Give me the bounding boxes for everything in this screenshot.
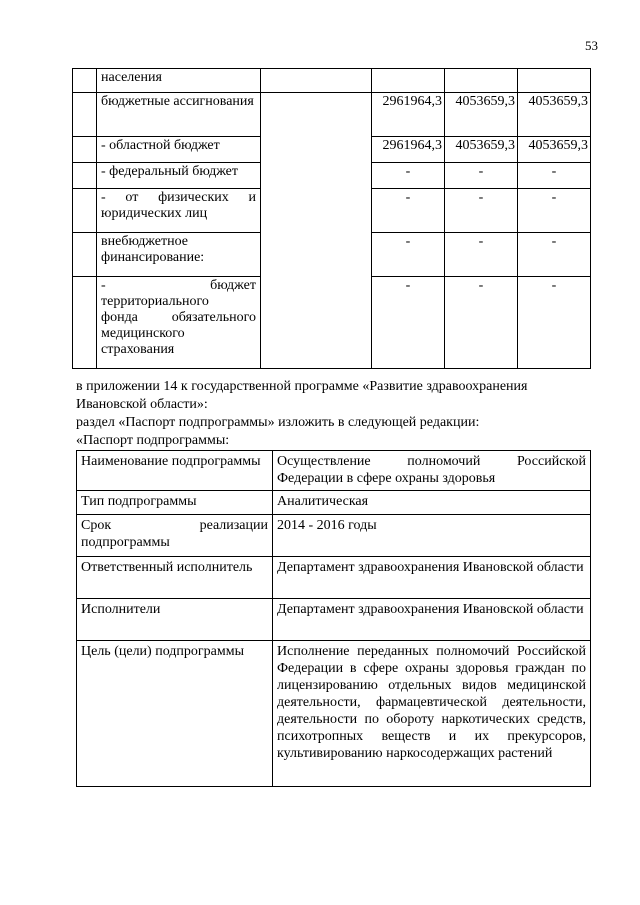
row-label-line: медицинского [101,326,185,341]
value-cell: - [445,233,518,277]
row-label: населения [97,69,261,93]
passport-value: Осуществление полномочий Российской Федерации в сфере охраны здоровья [273,451,591,491]
value-cell: - [445,189,518,233]
row-label [97,189,261,233]
passport-value: Исполнение переданных полномочий Российской Федерации в сфере охраны здоровья граждан по лицензированию отдельных видов медицинской деятельности, фармацевтической деятельности, деятельности по обороту наркотических средств, психотропных веществ и их прекурсоров, культивированию наркосодержащих растений [273,641,591,787]
row-label [97,277,261,369]
value-cell [518,69,591,93]
merged-cell [261,93,372,369]
passport-value: 2014 - 2016 годы [273,515,591,557]
passport-label: Ответственный исполнитель [77,557,273,599]
passport-value: Департамент здравоохранения Ивановской области [273,599,591,641]
value-cell: 4053659,3 [445,93,518,137]
table-row [77,599,591,641]
value-cell: 2961964,3 [372,93,445,137]
paragraph-passport-title: «Паспорт подпрограммы: [76,433,230,448]
passport-label: Исполнители [77,599,273,641]
table-row [77,557,591,599]
row-label: бюджетные ассигнования [97,93,261,137]
passport-table [76,450,591,787]
passport-value: Аналитическая [273,491,591,515]
value-cell: 4053659,3 [518,93,591,137]
table-row [77,491,591,515]
value-cell: 4053659,3 [445,137,518,163]
value-cell [372,69,445,93]
paragraph-program [76,378,556,414]
row-label-line: - от физических и [101,190,256,205]
page-number: 53 [585,38,598,53]
value-cell: - [372,189,445,233]
value-cell [445,69,518,93]
row-label: - федеральный бюджет [97,163,261,189]
value-cell: - [445,163,518,189]
row-label: - областной бюджет [97,137,261,163]
value-cell: - [372,163,445,189]
paragraph-line: в приложении 14 к государственной программе «Развитие здравоохранения [76,379,528,394]
row-label-line: фонда обязательного [101,310,256,325]
value-cell: - [518,163,591,189]
table-row [73,93,591,137]
value-cell: 4053659,3 [518,137,591,163]
paragraph-section: раздел «Паспорт подпрограммы» изложить в следующей редакции: [76,415,480,430]
passport-label: Наименование подпрограммы [77,451,273,491]
table-row [77,451,591,491]
row-label-line: территориального [101,294,209,309]
paragraph-line: Ивановской области»: [76,397,208,412]
passport-label: Цель (цели) подпрограммы [77,641,273,787]
row-label-line: юридических лиц [101,206,208,221]
row-label-line: - бюджет [101,278,256,293]
table-row [77,515,591,557]
passport-value: Департамент здравоохранения Ивановской области [273,557,591,599]
row-label: внебюджетное финансирование: [97,233,261,277]
value-cell: 2961964,3 [372,137,445,163]
value-cell: - [445,277,518,369]
passport-label: Срок реализации подпрограммы [77,515,273,557]
passport-label: Тип подпрограммы [77,491,273,515]
table-row [73,69,591,93]
value-cell: - [372,233,445,277]
value-cell: - [518,233,591,277]
value-cell: - [518,277,591,369]
budget-table [72,68,591,369]
table-row [77,641,591,787]
value-cell: - [372,277,445,369]
value-cell: - [518,189,591,233]
row-label-line: страхования [101,342,175,357]
